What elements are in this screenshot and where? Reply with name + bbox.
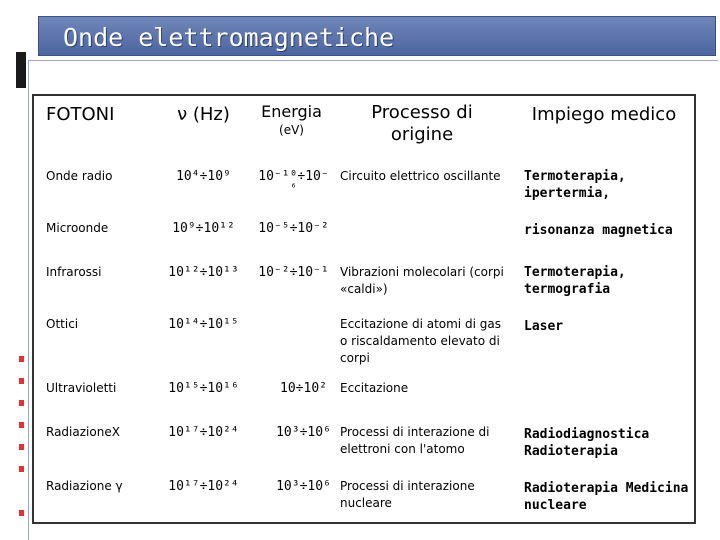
row-name: Ottici bbox=[46, 317, 79, 331]
row-freq: 10¹⁵÷10¹⁶ bbox=[168, 381, 239, 396]
row-name: Onde radio bbox=[46, 169, 113, 183]
title-bar bbox=[38, 16, 716, 56]
row-energia-cont: ⁶ bbox=[290, 183, 297, 194]
decorative-square bbox=[19, 510, 24, 516]
row-impiego: risonanza magnetica bbox=[524, 223, 673, 238]
frame-line-left bbox=[28, 60, 29, 540]
decorative-square bbox=[19, 444, 24, 450]
row-processo: Processi di interazione nucleare bbox=[340, 479, 475, 510]
row-processo: Vibrazioni molecolari (corpi «caldi») bbox=[340, 265, 504, 296]
header-processo: Processo di origine bbox=[371, 102, 473, 145]
row-freq: 10¹⁷÷10²⁴ bbox=[168, 479, 239, 494]
row-impiego: Radiodiagnostica Radioterapia bbox=[524, 427, 650, 459]
row-energia: 10⁻¹⁰÷10⁻ bbox=[258, 169, 329, 184]
decorative-square bbox=[19, 400, 24, 406]
row-name: Microonde bbox=[46, 221, 109, 235]
header-energia: Energia bbox=[261, 102, 322, 121]
row-impiego: Termoterapia, termografia bbox=[524, 265, 626, 297]
row-energia: 10÷10² bbox=[280, 381, 327, 396]
row-impiego: Termoterapia, ipertermia, bbox=[524, 169, 626, 201]
row-processo: Circuito elettrico oscillante bbox=[340, 169, 501, 183]
row-impiego: Radioterapia Medicina nucleare bbox=[524, 481, 689, 513]
frame-line-top bbox=[28, 60, 718, 61]
row-processo: Processi di interazione di elettroni con l'atomo bbox=[340, 425, 490, 456]
slide-title: Onde elettromagnetiche bbox=[63, 23, 395, 52]
row-impiego: Laser bbox=[524, 319, 564, 334]
row-freq: 10¹⁴÷10¹⁵ bbox=[168, 317, 239, 332]
row-processo: Eccitazione di atomi di gas o riscaldamento elevato di corpi bbox=[340, 317, 501, 365]
row-name: Ultravioletti bbox=[46, 381, 117, 395]
row-name: Infrarossi bbox=[46, 265, 102, 279]
row-freq: 10¹⁷÷10²⁴ bbox=[168, 425, 239, 440]
header-fotoni: FOTONI bbox=[46, 104, 115, 125]
row-energia: 10⁻⁵÷10⁻² bbox=[258, 221, 329, 236]
em-waves-table bbox=[32, 94, 696, 524]
header-impiego: Impiego medico bbox=[531, 104, 677, 125]
header-energia-unit: (eV) bbox=[279, 123, 304, 137]
row-name: Radiazione γ bbox=[46, 479, 123, 493]
row-processo: Eccitazione bbox=[340, 381, 409, 395]
header-freq: ν (Hz) bbox=[177, 104, 230, 125]
row-energia: 10³÷10⁶ bbox=[276, 479, 331, 494]
row-name: RadiazioneX bbox=[46, 425, 120, 439]
decorative-square bbox=[19, 356, 24, 362]
decorative-square bbox=[19, 466, 24, 472]
decorative-square bbox=[19, 422, 24, 428]
row-freq: 10⁴÷10⁹ bbox=[176, 169, 231, 184]
row-energia: 10³÷10⁶ bbox=[276, 425, 331, 440]
decorative-square bbox=[19, 378, 24, 384]
row-freq: 10¹²÷10¹³ bbox=[168, 265, 239, 280]
row-energia: 10⁻²÷10⁻¹ bbox=[258, 265, 329, 280]
decorative-bar bbox=[16, 52, 26, 88]
row-freq: 10⁹÷10¹² bbox=[172, 221, 235, 236]
